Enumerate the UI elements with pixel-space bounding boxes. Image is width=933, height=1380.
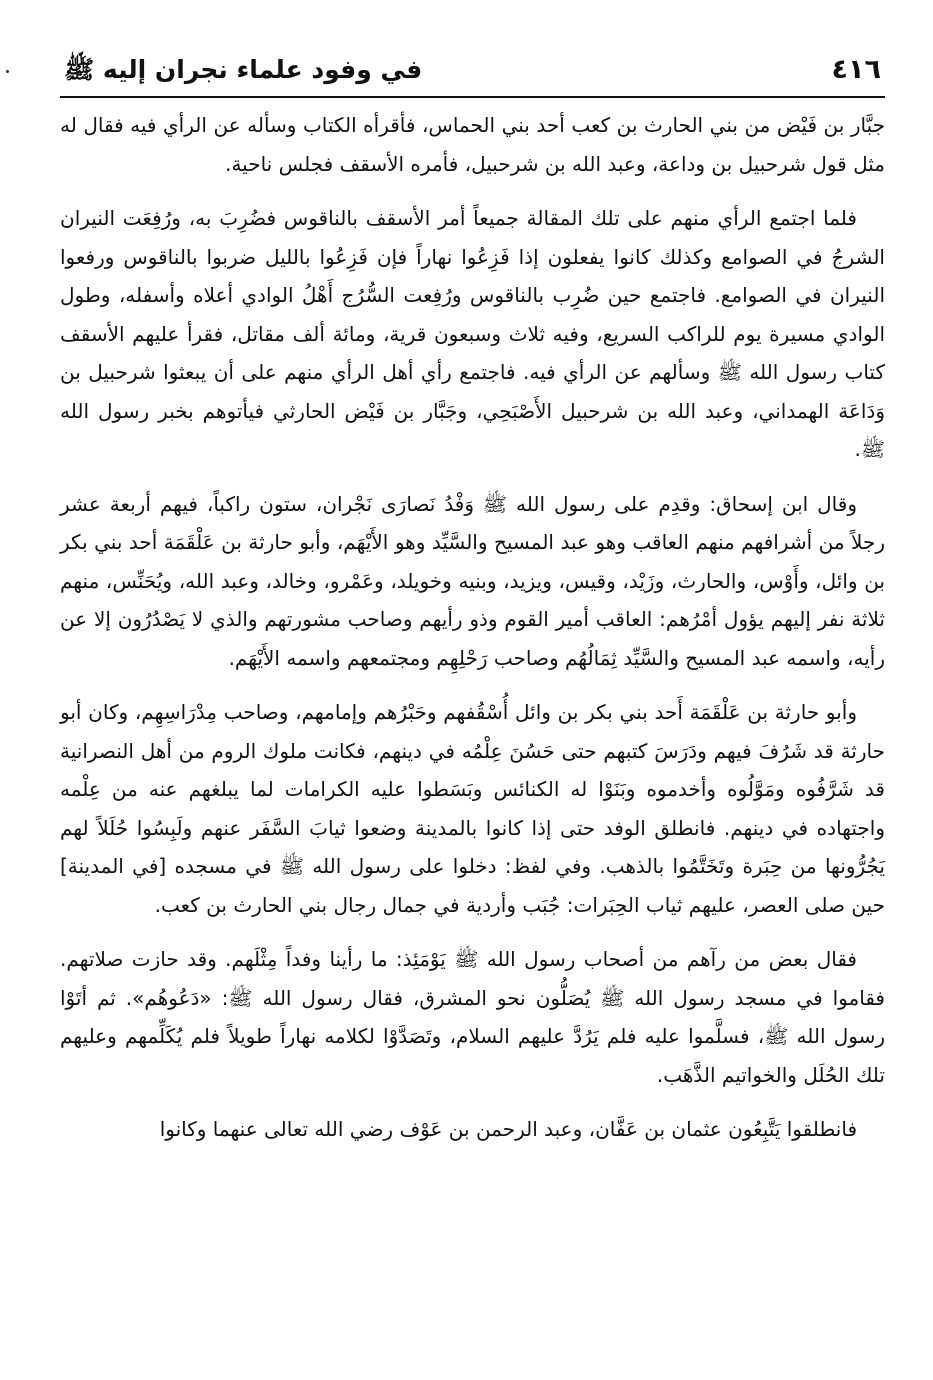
paragraph-5: فقال بعض من رآهم من أصحاب رسول الله ﷺ يَوْمَئِذ: ما رأينا وفداً مِثْلَهم. وقد حازت صلاتهم. فقاموا في مسجد رسول الله ﷺ يُصَلُّون نحو المشرق، فقال رسول الله ﷺ: «دَعُوهُم». ثم أتَوْا رسول الله ﷺ، فسلَّموا عليه فلم يَرُدَّ عليهم السلام، وتَصَدَّوْا لكلامه نهاراً طويلاً فلم يُكَلِّمهم وعليهم تلك الحُلَل والخواتيم الذَّهَب. <box>60 947 885 1087</box>
running-title: في وفود علماء نجران إليه ﷺ <box>64 55 423 84</box>
page-number: ٤١٦ <box>831 54 881 85</box>
paragraph-4: وأبو حارثة بن عَلْقَمَة أَحد بني بكر بن وائل أُسْقُفهم وحَبْرُهم وإمامهم، وصاحب مِدْرَاسِهِم، وكان أبو حارثة قد شَرُفَ فيهم ودَرَسَ كتبهم حتى حَسُنَ عِلْمُه في دينهم، فكانت ملوك الروم من أهل النصرانية قد شَرَّفُوه ومَوَّلُوه وأخدموه وبَنَوْا له الكنائس وبَسَطوا عليه الكرامات لما يبلغهم عنه من عِلْمه واجتهاده في دينهم. فانطلق الوفد حتى إذا كانوا بالمدينة وضعوا ثيابَ السَّفَر عنهم ولَبِسُوا حُلَلاً لهم يَجُرُّونها من حِبَرة وتَخَتَّمُوا بالذهب. وفي لفظ: دخلوا على رسول الله ﷺ في مسجده [في المدينة] حين صلى العصر، عليهم ثياب الحِبَرات: جُبَب وأردية في جمال رجال بني الحارث بن كعب. <box>60 700 885 917</box>
page-header <box>60 40 885 98</box>
paragraph-6: فانطلقوا يَتَّبِعُون عثمان بن عَفَّان، وعبد الرحمن بن عَوْف رضي الله تعالى عنهما وكانوا <box>159 1117 857 1141</box>
paragraph-3: وقال ابن إسحاق: وقدِم على رسول الله ﷺ وَفْدُ نَصارَى نَجْران، ستون راكباً، فيهم أربعة عشر رجلاً من أشرافهم منهم العاقب وهو عبد المسيح والسَّيِّد وهو الأَيْهَم، وأبو حارثة بن عَلْقَمَة أحد بني بكر بن وائل، وأَوْس، والحارث، وزَيْد، وقيس، ويزيد، وبنيه وخويلد، وعَمْرو، وخالد، وعبد الله، ويُحَنِّس، منهم ثلاثة نفر إليهم يؤول أمْرُهم: العاقب أمير القوم وذو رأيهم وصاحب مشورتهم والذي لا يَصْدُرُون إلا عن رأيه، واسمه عبد المسيح والسَّيِّد ثِمَالُهُم وصاحب رَحْلِهِم ومجتمعهم واسمه الأَيْهَم. <box>60 491 885 670</box>
body-text <box>60 106 885 1149</box>
paragraph-1: جبَّار بن فَيْض من بني الحارث بن كعب أحد بني الحماس، فأقرأه الكتاب وسأله عن الرأي فيه فقال له مثل قول شرحبيل بن وداعة، وعبد الله بن شرحبيل، فأمره الأسقف فجلس ناحية. <box>60 113 885 176</box>
paragraph-2: فلما اجتمع الرأي منهم على تلك المقالة جميعاً أمر الأسقف بالناقوس فضُرِبَ به، ورُفِعَت النيران الشرجُ في الصوامع وكذلك كانوا يفعلون إذا فَزِعُوا نهاراً فإن فَزِعُوا بالليل ضربوا بالناقوس ورفعوا النيران في الصوامع. فاجتمع حين ضُرِب بالناقوس ورُفِعت السُّرُج أَهْلُ الوادي أعلاه وأسفله، وطول الوادي مسيرة يوم للراكب السريع، وفيه ثلاث وسبعون قرية، ومائة ألف مقاتل، فقرأ عليهم الأسقف كتاب رسول الله ﷺ وسألهم عن الرأي فيه. فاجتمع رأي أهل الرأي منهم على أن يبعثوا شرحبيل بن وَدَاعَة الهمداني، وعبد الله بن شرحبيل الأَصْبَحِي، وجَبَّار بن فَيْض الحارثي فيأتوهم بخبر رسول الله ﷺ. <box>60 206 885 461</box>
book-page <box>60 40 885 1360</box>
stray-ink-mark <box>6 70 9 73</box>
